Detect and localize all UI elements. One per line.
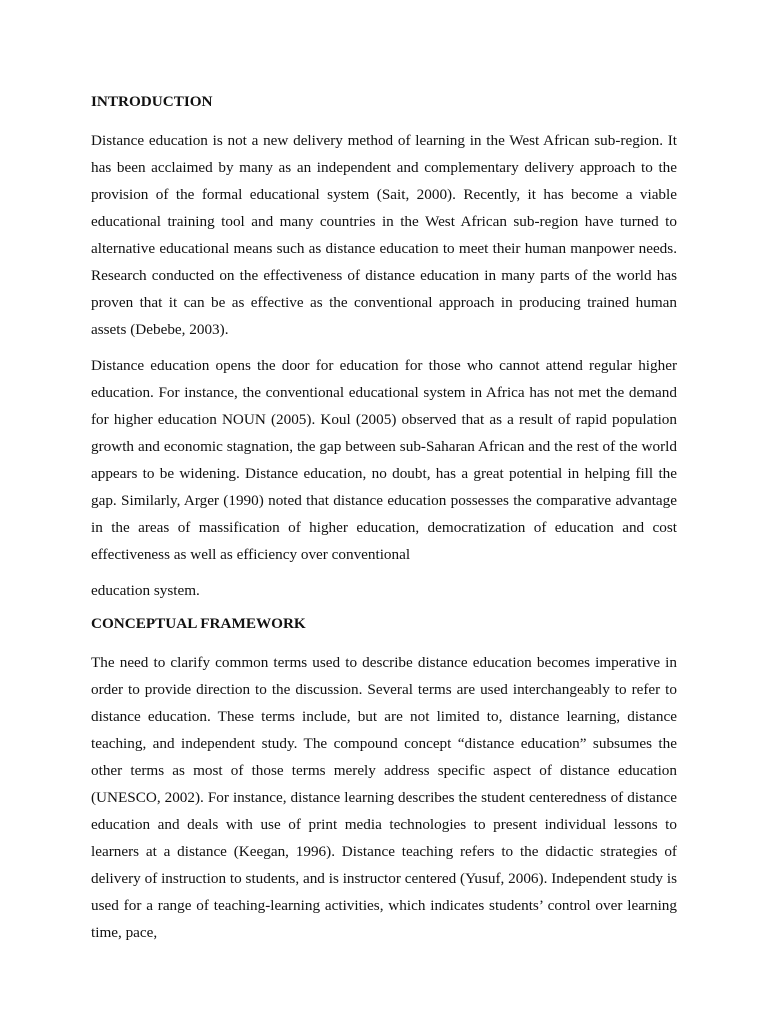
section-heading-introduction: INTRODUCTION	[91, 93, 213, 110]
paragraph: The need to clarify common terms used to describe distance education becomes imperative in order to provide direction to the discussion. Several terms are used interchangeably to refer to distance education. These terms include, but are not limited to, distance learning, distance teaching, and independent study. The compound concept “distance education” subsumes the other terms as most of those terms merely address specific aspect of distance education (UNESCO, 2002). For instance, distance learning describes the student centeredness of distance education and deals with use of print media technologies to present individual lessons to learners at a distance (Keegan, 1996). Distance teaching refers to the didactic strategies of delivery of instruction to students, and is instructor centered (Yusuf, 2006). Independent study is used for a range of teaching-learning activities, which indicates students’ control over learning time, pace,	[91, 654, 677, 941]
section-heading-conceptual-framework: CONCEPTUAL FRAMEWORK	[91, 615, 306, 632]
document-page	[91, 91, 677, 955]
paragraph: Distance education opens the door for education for those who cannot attend regular higher education. For instance, the conventional educational system in Africa has not met the demand for higher education NOUN (2005). Koul (2005) observed that as a result of rapid population growth and economic stagnation, the gap between sub-Saharan African and the rest of the world appears to be widening. Distance education, no doubt, has a great potential in helping fill the gap. Similarly, Arger (1990) noted that distance education possesses the comparative advantage in the areas of massification of higher education, democratization of education and cost effectiveness as well as efficiency over conventional	[91, 357, 677, 563]
paragraph: Distance education is not a new delivery method of learning in the West African sub-region. It has been acclaimed by many as an independent and complementary delivery approach to the provision of the formal educational system (Sait, 2000). Recently, it has become a viable educational training tool and many countries in the West African sub-region have turned to alternative educational means such as distance education to meet their human manpower needs. Research conducted on the effectiveness of distance education in many parts of the world has proven that it can be as effective as the conventional approach in producing trained human assets (Debebe, 2003).	[91, 132, 677, 338]
paragraph: education system.	[91, 582, 200, 599]
